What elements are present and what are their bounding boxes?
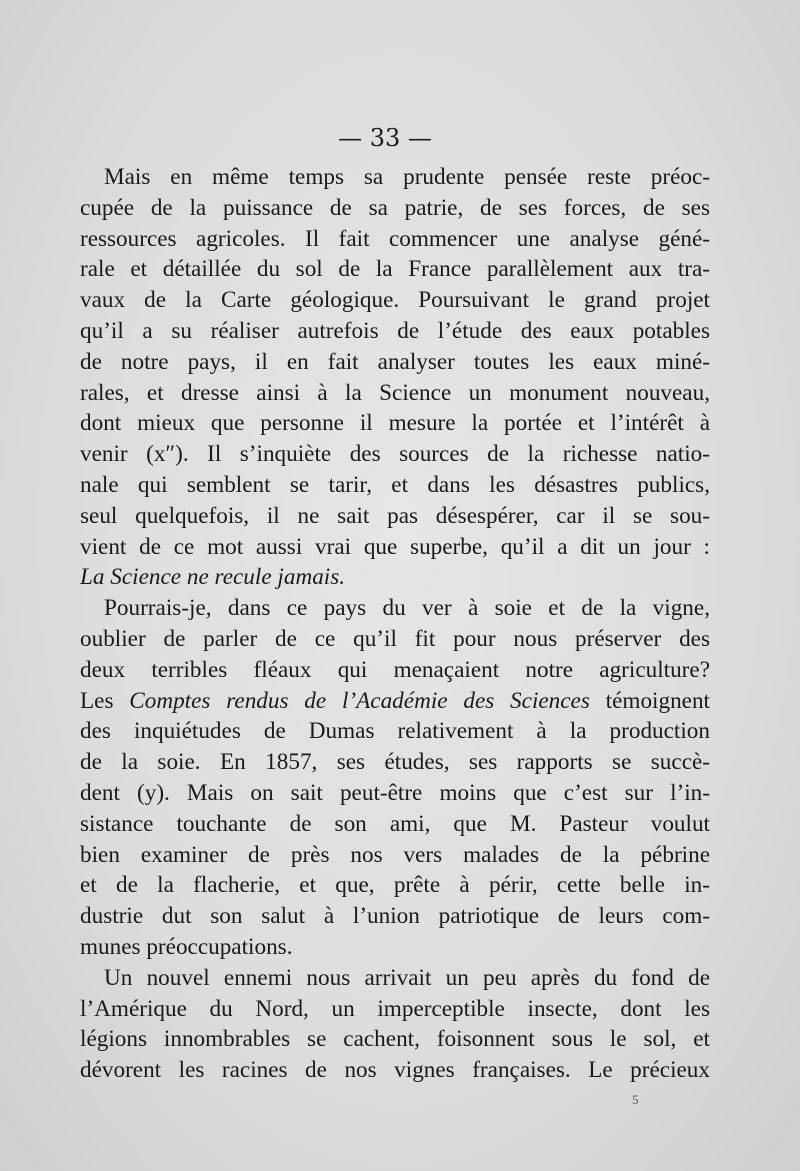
text-line: munes préoccupations.: [80, 933, 293, 960]
text-line: de la soie. En 1857, ses études, ses rapports se succè-: [80, 749, 710, 776]
text-line: seul quelquefois, il ne sait pas désespérer, car il se sou-: [80, 502, 710, 529]
text-line: légions innombrables se cachent, foisonnent sous le sol, et: [80, 1026, 710, 1053]
text-line: sistance touchante de son ami, que M. Pasteur voulut: [80, 810, 710, 837]
text-line: dont mieux que personne il mesure la portée et l’intérêt à: [80, 410, 710, 437]
italic-title: Comptes rendus de l’Académie des Sciences: [129, 687, 590, 714]
text-line: deux terribles fléaux qui menaçaient notre agriculture?: [80, 656, 710, 683]
text-line: La Science ne recule jamais.: [80, 564, 346, 591]
text-line: vaux de la Carte géologique. Poursuivant le grand projet: [80, 287, 710, 314]
text-line: ressources agricoles. Il fait commencer une analyse géné-: [80, 225, 710, 252]
text-line: vient de ce mot aussi vrai que superbe, qu’il a dit un jour :: [80, 533, 710, 560]
text-line: Pourrais-je, dans ce pays du ver à soie et de la vigne,: [104, 595, 710, 622]
text-line: [80, 686, 710, 717]
page-number: — 33 —: [338, 124, 432, 152]
text-line: et de la flacherie, et que, prête à périr, cette belle in-: [80, 872, 710, 899]
text-line: l’Amérique du Nord, un imperceptible insecte, dont les: [80, 995, 710, 1022]
text-line: dévorent les racines de nos vignes françaises. Le précieux: [80, 1057, 710, 1084]
text-line: Un nouvel ennemi nous arrivait un peu après du fond de: [104, 964, 710, 991]
text-line: des inquiétudes de Dumas relativement à la production: [80, 718, 710, 745]
text-line: nale qui semblent se tarir, et dans les désastres publics,: [80, 471, 710, 498]
text-line: cupée de la puissance de sa patrie, de ses forces, de ses: [80, 194, 710, 221]
paragraph: [80, 963, 710, 1086]
text-run: témoignent: [589, 687, 710, 714]
text-run: Les: [80, 687, 130, 714]
paragraph: [80, 593, 710, 963]
text-line: venir (x″). Il s’inquiète des sources de la richesse natio-: [80, 441, 710, 468]
text-line: qu’il a su réaliser autrefois de l’étude des eaux potables: [80, 317, 710, 344]
text-line: Mais en même temps sa prudente pensée reste préoc-: [104, 164, 710, 190]
text-line: bien examiner de près nos vers malades de la pébrine: [80, 841, 710, 868]
text-line: rales, et dresse ainsi à la Science un monument nouveau,: [80, 379, 710, 406]
signature-mark: 5: [632, 1092, 639, 1107]
body-text: [80, 162, 710, 1086]
paragraph: [80, 162, 710, 593]
text-line: de notre pays, il en fait analyser toutes les eaux miné-: [80, 348, 710, 375]
text-line: rale et détaillée du sol de la France parallèlement aux tra-: [80, 256, 710, 283]
text-line: oublier de parler de ce qu’il fit pour nous préserver des: [80, 625, 710, 652]
text-line: dustrie dut son salut à l’union patriotique de leurs com-: [80, 903, 710, 930]
text-line: dent (y). Mais on sait peut-être moins que c’est sur l’in-: [80, 779, 710, 806]
